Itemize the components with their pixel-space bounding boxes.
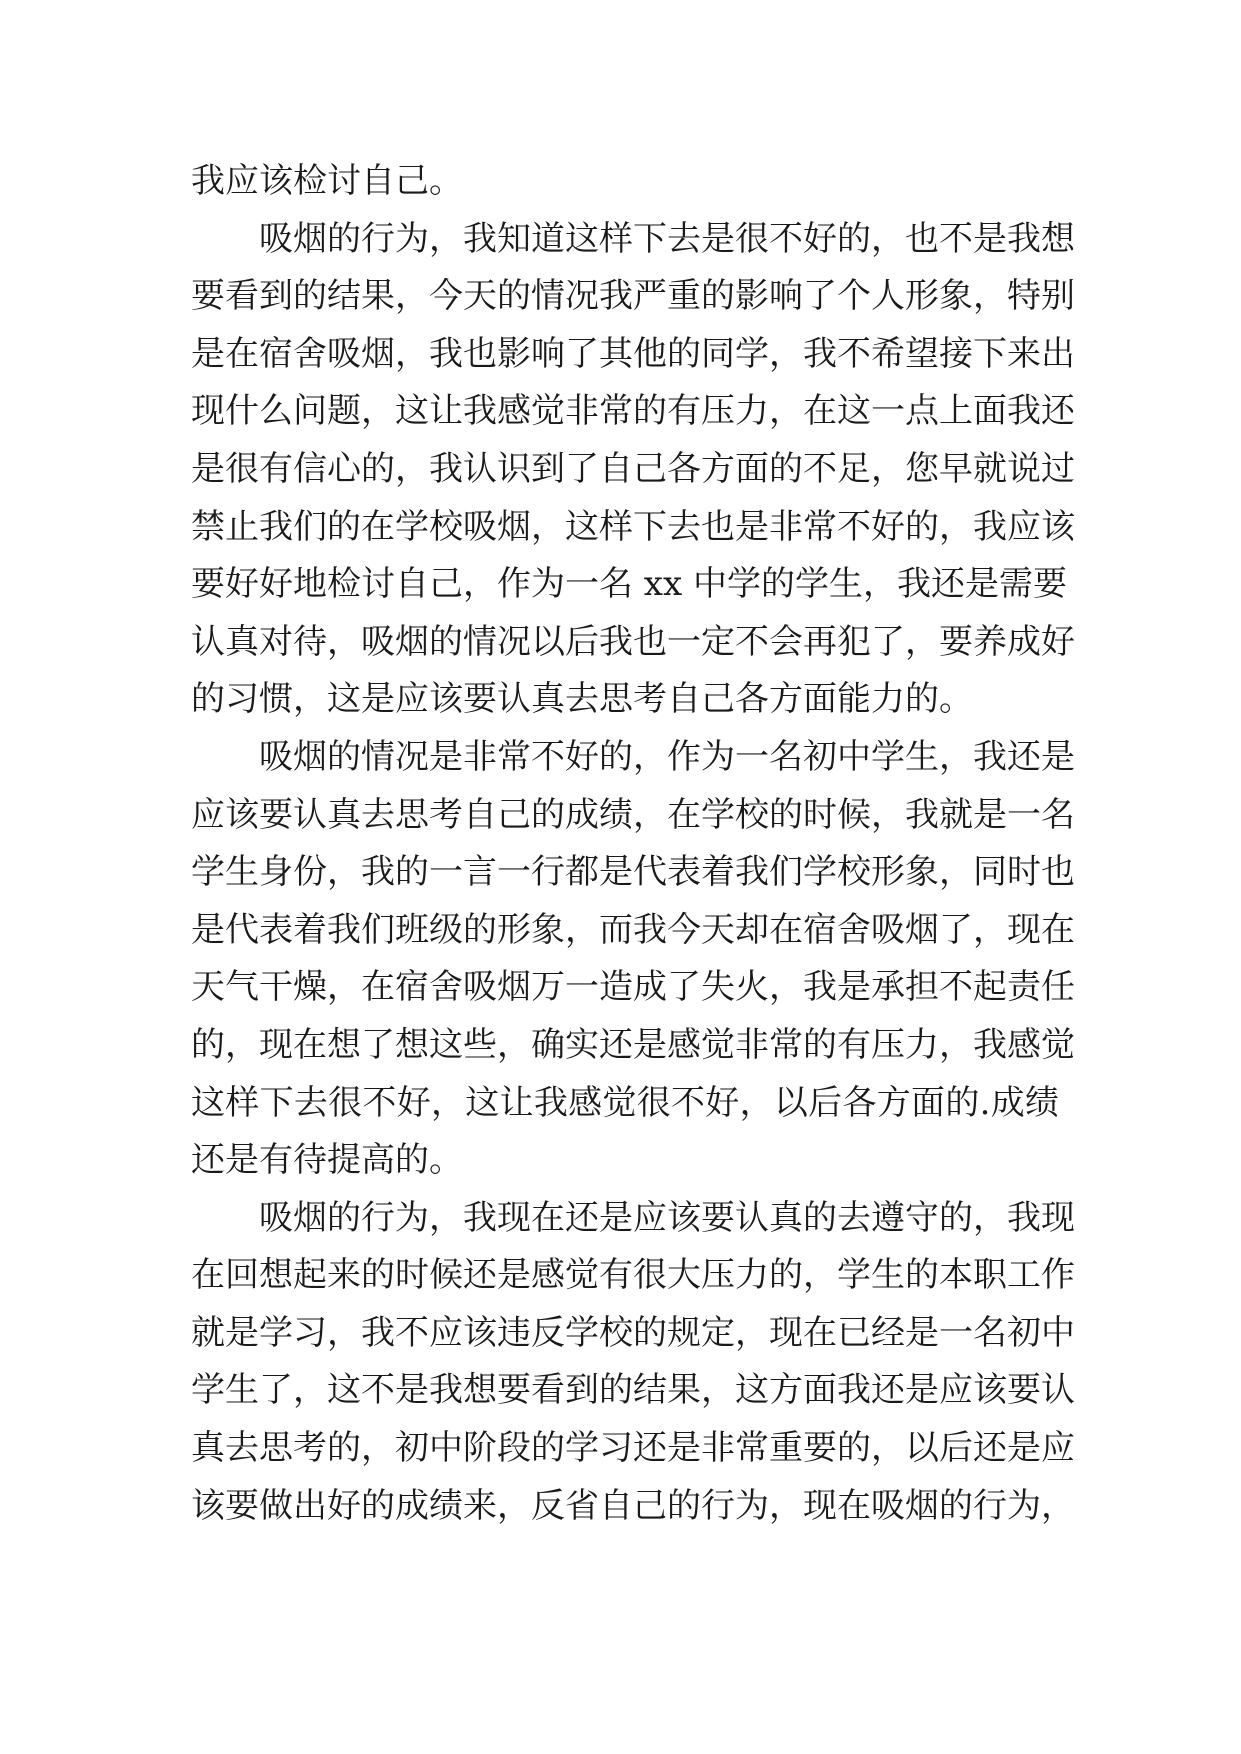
text-line: 该要做出好的成绩来，反省自己的行为，现在吸烟的行为，: [191, 1485, 1075, 1526]
text-line: 吸烟的情况是非常不好的，作为一名初中学生，我还是: [259, 736, 1075, 777]
text-line: 的，现在想了想这些，确实还是感觉非常的有压力，我感觉: [191, 1024, 1075, 1065]
text-line: 学生身份，我的一言一行都是代表着我们学校形象，同时也: [191, 852, 1075, 893]
text-line: 现什么问题，这让我感觉非常的有压力，在这一点上面我还: [191, 391, 1075, 432]
text-line: 是代表着我们班级的形象，而我今天却在宿舍吸烟了，现在: [191, 909, 1075, 950]
text-line: 的习惯，这是应该要认真去思考自己各方面能力的。: [191, 679, 973, 720]
text-line: 是在宿舍吸烟，我也影响了其他的同学，我不希望接下来出: [191, 333, 1075, 374]
text-line: 还是有待提高的。: [191, 1140, 463, 1181]
text-line: 认真对待，吸烟的情况以后我也一定不会再犯了，要养成好: [191, 621, 1075, 662]
text-line: 就是学习，我不应该违反学校的规定，现在已经是一名初中: [191, 1312, 1075, 1353]
document-body: [191, 153, 1075, 1535]
text-line: 这样下去很不好，这让我感觉很不好，以后各方面的.成绩: [191, 1082, 1059, 1123]
text-line: 天气干燥，在宿舍吸烟万一造成了失火，我是承担不起责任: [191, 967, 1075, 1008]
text-line: 禁止我们的在学校吸烟，这样下去也是非常不好的，我应该: [191, 506, 1075, 547]
text-line: 要好好地检讨自己，作为一名 xx 中学的学生，我还是需要: [191, 564, 1067, 605]
text-line: 要看到的结果，今天的情况我严重的影响了个人形象，特别: [191, 276, 1075, 317]
text-line: 我应该检讨自己。: [191, 161, 463, 201]
text-line: 吸烟的行为，我现在还是应该要认真的去遵守的，我现: [259, 1197, 1075, 1238]
text-line: 真去思考的，初中阶段的学习还是非常重要的，以后还是应: [191, 1428, 1075, 1469]
text-line: 是很有信心的，我认识到了自己各方面的不足，您早就说过: [191, 448, 1075, 489]
text-line: 在回想起来的时候还是感觉有很大压力的，学生的本职工作: [191, 1255, 1075, 1296]
text-line: 学生了，这不是我想要看到的结果，这方面我还是应该要认: [191, 1370, 1075, 1411]
text-line: 应该要认真去思考自己的成绩，在学校的时候，我就是一名: [191, 794, 1075, 835]
text-line: 吸烟的行为，我知道这样下去是很不好的，也不是我想: [259, 218, 1075, 259]
